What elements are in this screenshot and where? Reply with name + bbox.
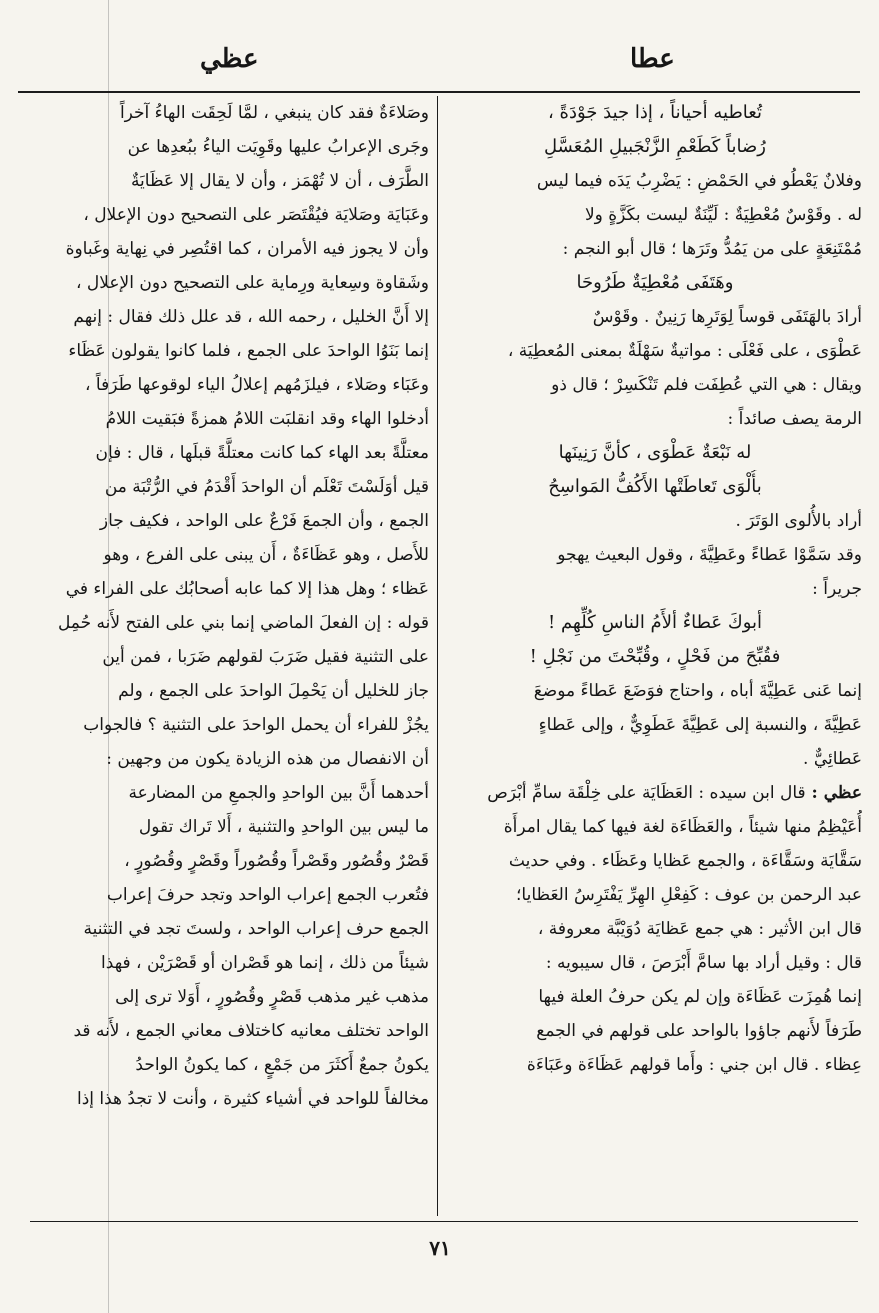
- line-text: أن الانفصال من هذه الزيادة يكون من وجهين :: [106, 749, 429, 769]
- line-text: ويقال : هي التي عُطِفَت فلم تَنْكَسِرْ ؛ قال ذو: [551, 375, 862, 395]
- line-text: بأُلْوَى تَعاطَتْها الأَكُفُّ المَواسِحُ: [548, 476, 762, 497]
- entry-headword: عظي :: [805, 783, 862, 803]
- text-line: [26, 436, 429, 470]
- page-number: ٧١: [429, 1236, 451, 1260]
- text-line: [26, 912, 429, 946]
- text-line: [26, 878, 429, 912]
- text-line: [26, 572, 429, 606]
- text-line: [448, 164, 862, 198]
- line-text: للأَصل ، وهو عَظَاءَةٌ ، أَن يبنى على الفرع ، وهو: [103, 545, 429, 565]
- text-line: [448, 538, 862, 572]
- line-text: مُمْتَنِعَةٍ على من يَمُدُّ وتَرَها ؛ قال أبو النجم :: [562, 239, 862, 259]
- line-text: إنما عَنى عَطِيَّةَ أباه ، واحتاج فوَضَعَ عَطاءً موضعَ: [533, 681, 862, 701]
- line-text: طَرَفاً لأَنهم جاؤوا بالواحد على قولهم في الجمع: [536, 1021, 862, 1041]
- line-text: عَظاء ؛ وهل هذا إلا كما عابه أصحابُك على الفراء في: [65, 579, 429, 599]
- text-line: [26, 130, 429, 164]
- line-text: جريراً :: [812, 579, 862, 599]
- verse-line: [448, 436, 862, 470]
- line-text: له . وقَوْسٌ مُعْطِيَةٌ : لَيِّنَةٌ ليست بكَزَّةٍ ولا: [584, 205, 862, 225]
- line-text: قَصْرٌ وقُصُور وقَصْراً وقُصُوراً وقَصْرٍ وقُصُورٍ ،: [124, 851, 429, 871]
- text-line: [26, 810, 429, 844]
- text-line: [448, 912, 862, 946]
- line-text: قال ابن الأثير : هي جمع عَظايَة دُوَيْبَّة معروفة ،: [537, 919, 862, 939]
- line-text: عَطائِيٌّ .: [803, 749, 862, 769]
- line-text: فقُبِّحَ من فَحْلٍ ، وقُبِّحْتَ من نَجْلِ !: [529, 646, 781, 667]
- text-line: [26, 1082, 429, 1116]
- verse-line: [448, 470, 862, 504]
- text-line: [26, 980, 429, 1014]
- line-text: وصَلاءَةٌ فقد كان ينبغي ، لمَّا لَحِقَت الهاءُ آخراً: [119, 103, 429, 123]
- text-line: [448, 504, 862, 538]
- line-text: وقد سَمَّوْا عَطاءً وعَطِيَّةَ ، وقول البعيث يهجو: [557, 545, 862, 565]
- line-text: جاز للخليل أن يَحْمِلَ الواحدَ على الجمع ، ولم: [118, 681, 429, 701]
- line-text: ما ليس بين الواحدِ والتثنية ، أَلا تَراك تقول: [138, 817, 429, 837]
- line-text: أُعَيْظِمُ منها شيئاً ، والعَظَاءَة لغة فيها كما يقال امرأَة: [503, 817, 862, 837]
- text-line: [26, 1014, 429, 1048]
- text-line: [26, 742, 429, 776]
- text-line: [26, 232, 429, 266]
- text-line: [26, 708, 429, 742]
- text-line: [26, 96, 429, 130]
- line-text: عبد الرحمن بن عوف : كَفِعْلِ الهِرِّ يَفْتَرِسُ العَظايا؛: [516, 885, 862, 905]
- text-line: [448, 572, 862, 606]
- text-line: [448, 1014, 862, 1048]
- text-line: [448, 198, 862, 232]
- line-text: قال ابن سيده : العَظَايَة على خِلْقَة سامِّ أبْرَص: [487, 783, 806, 803]
- header-rule: [18, 91, 860, 93]
- line-text: إلا أَنَّ الخليل ، رحمه الله ، قد علل ذلك فقال : إنهم: [73, 307, 429, 327]
- line-text: مذهب غير مذهب قَصْرٍ وقُصُورٍ ، أَوَلا ترى إلى: [115, 987, 429, 1007]
- line-text: فتُعرب الجمع إعراب الواحد وتجد حرفَ إعراب: [106, 885, 429, 905]
- right-column: [448, 96, 862, 1082]
- text-line: [448, 232, 862, 266]
- text-line: [26, 198, 429, 232]
- header-entry-left: عظي: [200, 44, 259, 74]
- line-text: وعَبَاء وصَلاء ، فيلزَمُهم إعلالُ الياء لوقوعها طَرَفاً ،: [85, 375, 429, 395]
- text-line: [448, 334, 862, 368]
- text-line: [26, 368, 429, 402]
- line-text: له نَبْعَةٌ عَطْوَى ، كأنَّ رَنِينَها: [558, 442, 752, 463]
- header-entry-right: عطا: [630, 44, 675, 74]
- line-text: يكونُ جمعٌ أَكثَرَ من جَمْعٍ ، كما يكونُ الواحدُ: [135, 1055, 429, 1075]
- text-line: [448, 980, 862, 1014]
- line-text: الجمع حرف إعراب الواحد ، ولستَ تجد في التثنية: [83, 919, 429, 939]
- line-text: أحدهما أَنَّ بين الواحدِ والجمعِ من المضارعة: [128, 783, 429, 803]
- text-line: [26, 844, 429, 878]
- line-text: وهَتَفَى مُعْطِيَةٌ طَرُوحَا: [576, 272, 734, 293]
- text-line: [26, 504, 429, 538]
- line-text: يجُزْ للفراء أن يحمل الواحدَ على التثنية ؟ فالجواب: [83, 715, 429, 735]
- line-text: قوله : إن الفعلَ الماضي إنما بني على الفتح لأَنه حُمِل: [57, 613, 429, 633]
- left-column: [26, 96, 429, 1116]
- line-text: وشَقاوة وسِعاية ورِماية على التصحيح دون الإعلال ،: [75, 273, 429, 293]
- text-line: [26, 946, 429, 980]
- text-line: [448, 878, 862, 912]
- line-text: الواحد تختلف معانيه كاختلاف معاني الجمع ، لأَنه قد: [73, 1021, 429, 1041]
- line-text: وعَبَايَة وصَلايَة فيُقْتَصَر على التصحيح دون الإعلال ،: [83, 205, 429, 225]
- line-text: عَطِيَّةَ ، والنسبة إلى عَطِيَّةَ عَطَوِيٌّ ، وإلى عَطاءٍ: [538, 715, 862, 735]
- line-text: على التثنية فقيل ضَرَبَ لقولهم ضَرَبا ، فمن أين: [102, 647, 429, 667]
- line-text: أراد بالأُلوى الوَتَرَ .: [735, 511, 862, 531]
- text-line: [26, 300, 429, 334]
- line-text: الجمع ، وأن الجمعَ فَرْعٌ على الواحد ، فكيف جاز: [99, 511, 429, 531]
- text-line: [448, 1048, 862, 1082]
- line-text: قيل أوَلَسْتَ تَعْلَم أن الواحدَ أَقْدَمُ في الرُّتْبَة من: [104, 477, 429, 497]
- line-text: وفلانٌ يَعْطُو في الحَمْضِ : يَضْرِبُ يَدَه فيما ليس: [536, 171, 862, 191]
- footer-rule: [30, 1221, 858, 1222]
- text-line: [448, 402, 862, 436]
- line-text: رُضاباً كَطَعْمِ الزَّنْجَبيلِ المُعَسَّلِ: [544, 136, 766, 157]
- line-text: وأن لا يجوز فيه الأمران ، كما اقتُصِر في نِهاية وغَباوة: [65, 239, 429, 259]
- text-line: [26, 640, 429, 674]
- line-text: الرمة يصف صائداً :: [727, 409, 862, 429]
- line-text: عَطْوَى ، على فَعْلَى : مواتيةٌ سَهْلَةٌ بمعنى المُعطِيَة ،: [507, 341, 862, 361]
- text-line: [26, 606, 429, 640]
- text-line: [26, 538, 429, 572]
- line-text: عِظاء . قال ابن جني : وأَما قولهم عَظَاءَة وعَبَاءَة: [526, 1055, 862, 1075]
- verse-line: [448, 606, 862, 640]
- line-text: تُعاطيه أحياناً ، إذا جيدَ جَوْدَةً ،: [548, 102, 762, 123]
- text-line: [26, 1048, 429, 1082]
- text-line: [26, 266, 429, 300]
- text-line: [448, 946, 862, 980]
- line-text: أدخلوا الهاء وقد انقلبَت اللامُ همزةً فبَقيت اللامُ: [105, 409, 429, 429]
- text-line: [448, 844, 862, 878]
- text-line: [26, 776, 429, 810]
- entry-start-line: [448, 776, 862, 810]
- text-line: [448, 810, 862, 844]
- verse-line: [448, 96, 862, 130]
- verse-line: [448, 640, 862, 674]
- text-line: [448, 674, 862, 708]
- text-line: [448, 368, 862, 402]
- line-text: الطَّرَف ، أن لا تُهْمَز ، وأن لا يقال إلا عَظَايَةٌ: [130, 171, 429, 191]
- line-text: شيئاً من ذلك ، إنما هو قَصْران أو قَصْرَيْن ، فهذا: [101, 953, 429, 973]
- line-text: إنما هُمِزَت عَظَاءَة وإن لم يكن حرفُ العلة فيها: [538, 987, 862, 1007]
- text-line: [26, 402, 429, 436]
- text-line: [26, 470, 429, 504]
- line-text: قال : وقيل أراد بها سامَّ أَبْرَصَ ، قال سيبويه :: [545, 953, 862, 973]
- line-text: مخالفاً للواحد في أشياء كثيرة ، وأنت لا تجدُ هذا إذا: [76, 1089, 429, 1109]
- line-text: سَقَّايَة وسَقَّاءَة ، والجمع عَظايا وعَظَاء . وفي حديث: [508, 851, 862, 871]
- text-line: [448, 708, 862, 742]
- text-line: [448, 300, 862, 334]
- line-text: وجَرى الإعرابُ عليها وقَوِيَت الياءُ ببُعدِها عن: [127, 137, 429, 157]
- verse-line: [448, 266, 862, 300]
- verse-line: [448, 130, 862, 164]
- text-line: [26, 164, 429, 198]
- line-text: أبوكَ عَطاءٌ ألأَمُ الناسِ كُلِّهِم !: [547, 612, 763, 633]
- line-text: إنما بَنَوُا الواحدَ على الجمع ، فلما كانوا يقولون عَظَاء: [68, 341, 429, 361]
- column-divider: [437, 96, 438, 1216]
- text-line: [26, 334, 429, 368]
- line-text: أرادَ بالهَتَفَى قوساً لِوَتَرِها رَنِينٌ . وقَوْسٌ: [592, 307, 862, 327]
- text-line: [448, 742, 862, 776]
- text-line: [26, 674, 429, 708]
- line-text: معتلَّةً بعد الهاء كما كانت معتلَّةً قبلَها ، قال : فإن: [95, 443, 429, 463]
